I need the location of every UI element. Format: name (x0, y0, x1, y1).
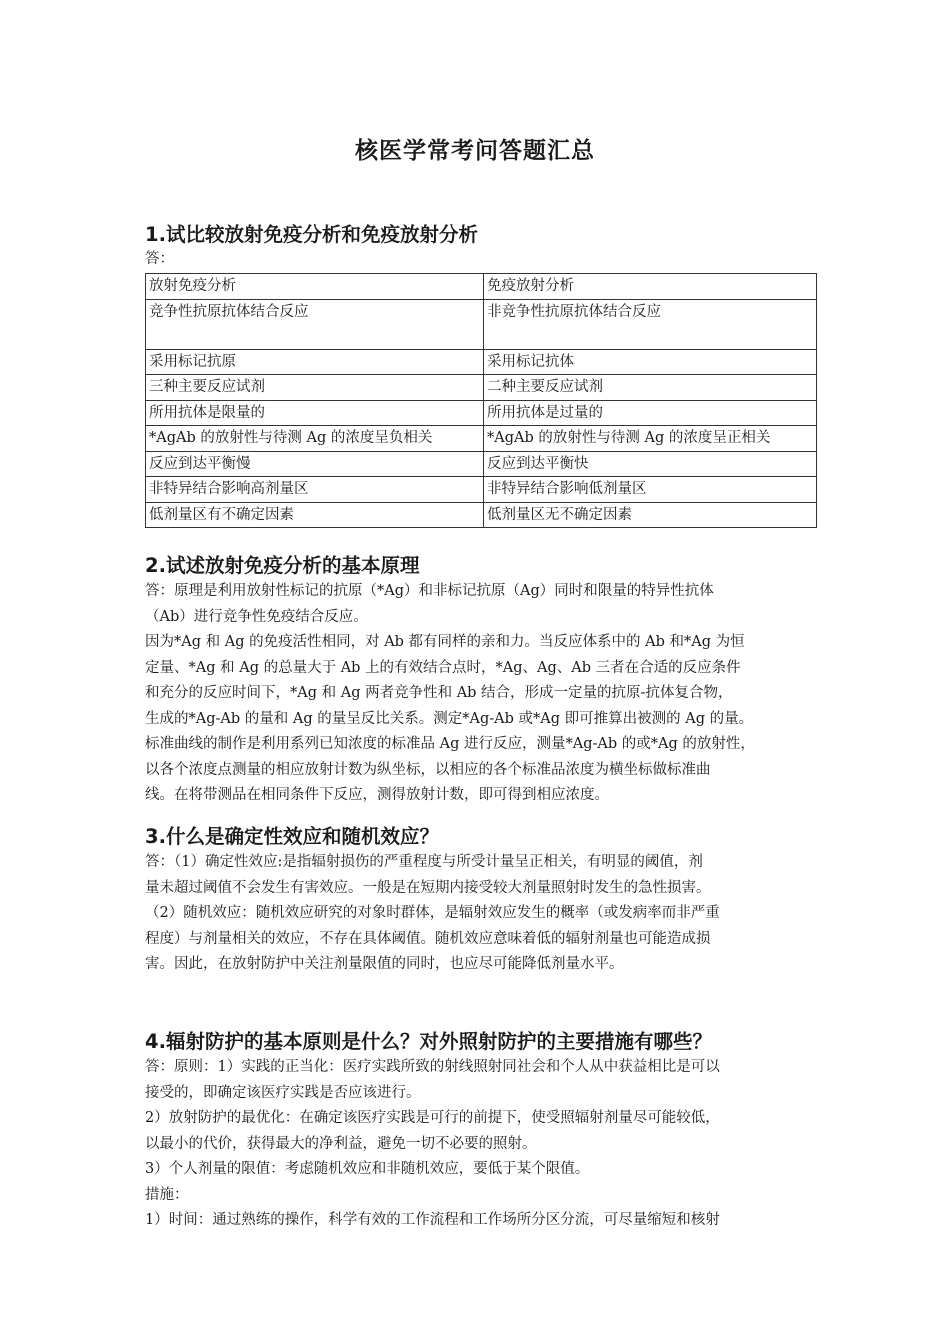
paragraph-line: 量未超过阈值不会发生有害效应。一般是在短期内接受较大剂量照射时发生的急性损害。 (145, 879, 711, 896)
table-cell-irma: 所用抗体是过量的 (484, 400, 817, 426)
table-row (146, 375, 817, 401)
section-q2 (145, 553, 817, 809)
table-row (146, 299, 817, 349)
table-cell-ria: 反应到达平衡慢 (146, 451, 484, 477)
table-row (146, 349, 817, 375)
table-cell-ria: 放射免疫分析 (146, 274, 484, 300)
table-cell-irma: 非特异结合影响低剂量区 (484, 477, 817, 503)
paragraph-line: 线。在将带测品在相同条件下反应，测得放射计数，即可得到相应浓度。 (145, 787, 609, 803)
paragraph-line: 措施： (145, 1186, 189, 1203)
paragraph-line: （2）随机效应：随机效应研究的对象时群体，是辐射效应发生的概率（或发病率而非严重 (145, 905, 720, 921)
table-cell-irma: 采用标记抗体 (484, 349, 817, 375)
section-heading: 3.什么是确定性效应和随机效应？ (145, 825, 439, 848)
paragraph-line: 以最小的代价，获得最大的净利益，避免一切不必要的照射。 (145, 1135, 537, 1152)
section-q1 (145, 222, 817, 270)
table-cell-ria: 采用标记抗原 (146, 349, 484, 375)
section-q4 (145, 1029, 817, 1234)
paragraph-line: 接受的，即确定该医疗实践是否应该进行。 (145, 1084, 421, 1101)
comparison-table-wrap (145, 273, 817, 528)
section-heading: 4.辐射防护的基本原则是什么？对外照射防护的主要措施有哪些？ (145, 1030, 712, 1053)
table-cell-ria: 竞争性抗原抗体结合反应 (146, 299, 484, 349)
table-cell-ria: 非特异结合影响高剂量区 (146, 477, 484, 503)
paragraph-line: 答：原理是利用放射性标记的抗原（*Ag）和非标记抗原（Ag）同时和限量的特异性抗体 (145, 583, 714, 599)
paragraph-line: 因为*Ag 和 Ag 的免疫活性相同，对 Ab 都有同样的亲和力。当反应体系中的 Ab 和*Ag 为恒 (145, 634, 745, 650)
paragraph-line: 程度）与剂量相关的效应，不存在具体阈值。随机效应意味着低的辐射剂量也可能造成损 (145, 930, 711, 947)
table-row (146, 426, 817, 452)
table-cell-ria: 低剂量区有不确定因素 (146, 502, 484, 528)
table-cell-irma: 二种主要反应试剂 (484, 375, 817, 401)
paragraph-line: 答：原则：1）实践的正当化：医疗实践所致的射线照射同社会和个人从中获益相比是可以 (145, 1059, 720, 1075)
answer-label: 答： (145, 251, 174, 267)
paragraph-line: 1）时间：通过熟练的操作，科学有效的工作流程和工作场所分区分流，可尽量缩短和核射 (145, 1212, 720, 1228)
table-cell-irma: 低剂量区无不确定因素 (484, 502, 817, 528)
table-row (146, 400, 817, 426)
paragraph-line: 生成的*Ag-Ab 的量和 Ag 的量呈反比关系。测定*Ag-Ab 或*Ag 即可推算出被测的 Ag 的量。 (145, 710, 754, 727)
section-q3 (145, 824, 817, 978)
paragraph-line: 和充分的反应时间下，*Ag 和 Ag 两者竞争性和 Ab 结合，形成一定量的抗原-抗体复合物， (145, 685, 733, 701)
table-cell-ria: *AgAb 的放射性与待测 Ag 的浓度呈负相关 (146, 426, 484, 452)
table-row (146, 451, 817, 477)
page-title: 核医学常考问答题汇总 (355, 137, 595, 164)
paragraph-line: 3）个人剂量的限值：考虑随机效应和非随机效应，要低于某个限值。 (145, 1161, 590, 1177)
table-row (146, 477, 817, 503)
table-row (146, 502, 817, 528)
table-cell-irma: 非竞争性抗原抗体结合反应 (484, 299, 817, 349)
paragraph-line: 标准曲线的制作是利用系列已知浓度的标准品 Ag 进行反应，测量*Ag-Ab 的或*Ag 的放射性， (145, 736, 755, 752)
comparison-table (145, 273, 817, 528)
section-heading: 1.试比较放射免疫分析和免疫放射分析 (145, 223, 478, 246)
paragraph-line: 答：（1）确定性效应:是指辐射损伤的严重程度与所受计量呈正相关，有明显的阈值，剂 (145, 854, 703, 870)
table-cell-ria: 所用抗体是限量的 (146, 400, 484, 426)
table-row (146, 274, 817, 300)
table-cell-ria: 三种主要反应试剂 (146, 375, 484, 401)
paragraph-line: （Ab）进行竞争性免疫结合反应。 (145, 608, 368, 625)
section-heading: 2.试述放射免疫分析的基本原理 (145, 554, 420, 577)
table-cell-irma: *AgAb 的放射性与待测 Ag 的浓度呈正相关 (484, 426, 817, 452)
table-cell-irma: 反应到达平衡快 (484, 451, 817, 477)
paragraph-line: 害。因此，在放射防护中关注剂量限值的同时，也应尽可能降低剂量水平。 (145, 956, 624, 972)
paragraph-line: 定量、*Ag 和 Ag 的总量大于 Ab 上的有效结合点时，*Ag、Ag、Ab 三者在合适的反应条件 (145, 659, 741, 676)
table-cell-irma: 免疫放射分析 (484, 274, 817, 300)
paragraph-line: 2）放射防护的最优化：在确定该医疗实践是可行的前提下，使受照辐射剂量尽可能较低， (145, 1110, 720, 1126)
paragraph-line: 以各个浓度点测量的相应放射计数为纵坐标，以相应的各个标准品浓度为横坐标做标准曲 (145, 761, 711, 778)
